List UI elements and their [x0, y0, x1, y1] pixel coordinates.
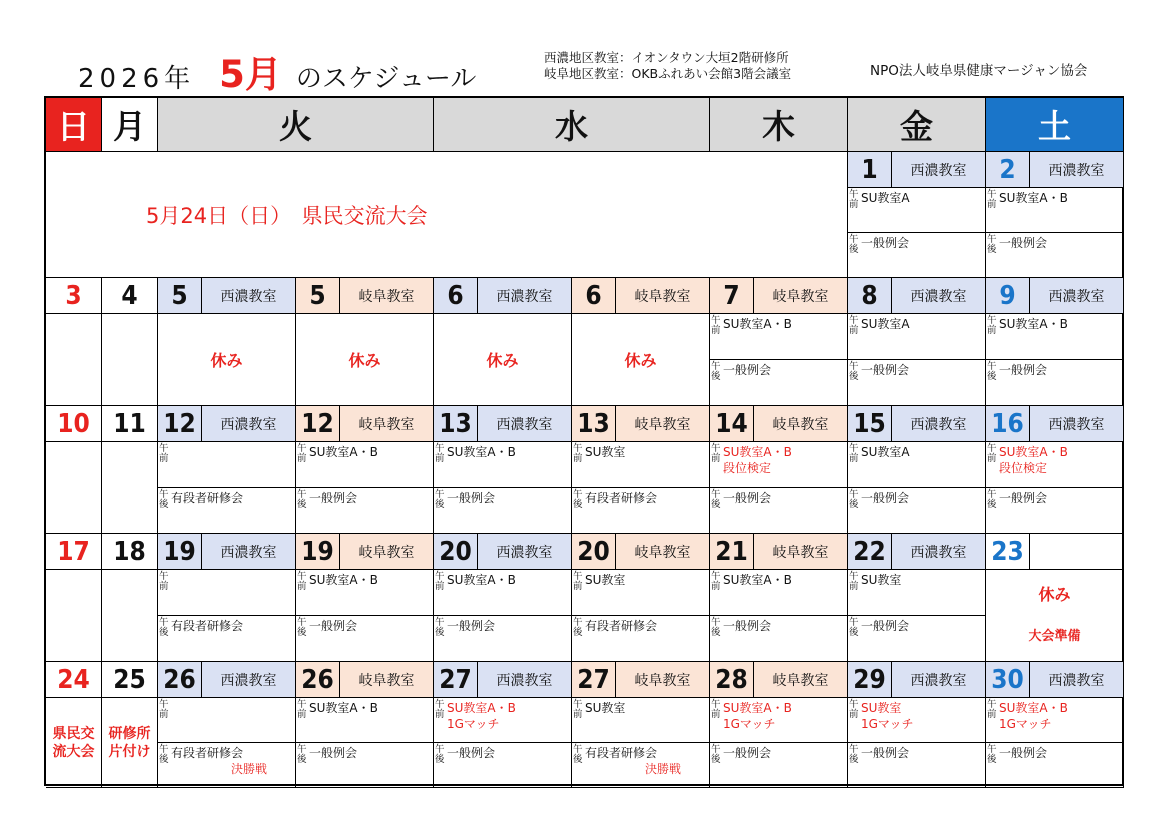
am-slot [434, 570, 572, 616]
weekday-wed: 水 [434, 98, 710, 152]
venue-label: 岐阜教室 [616, 534, 710, 570]
slot-label: 午 後 [297, 489, 307, 510]
slot-text: SU教室A・B [309, 445, 378, 459]
am-slot [848, 570, 986, 616]
slot-label: 午 前 [435, 443, 445, 464]
slot-text: 一般例会 [723, 363, 772, 377]
slot-label: 午 後 [435, 489, 445, 510]
pm-slot [296, 488, 434, 534]
venue-label: 岐阜教室 [754, 406, 848, 442]
date-number: 20 [434, 534, 478, 570]
slot-label: 午 前 [849, 699, 859, 720]
pm-slot [572, 488, 710, 534]
date-number: 16 [986, 406, 1030, 442]
slot-text: 一般例会 [723, 491, 772, 505]
am-slot [848, 442, 986, 488]
venue-label: 西濃教室 [478, 406, 572, 442]
date-number: 13 [434, 406, 478, 442]
holiday-label: 休み [486, 351, 519, 370]
slot-label: 午 前 [159, 443, 169, 464]
slot-text: SU教室 [585, 573, 626, 587]
slot-text: 一般例会 [999, 746, 1048, 760]
pm-slot [848, 488, 986, 534]
date-number-sun: 24 [46, 662, 102, 698]
venue-label: 西濃教室 [892, 152, 986, 188]
venue-label: 岐阜教室 [754, 662, 848, 698]
slot-label: 午 前 [711, 443, 721, 464]
slot-text: 一般例会 [999, 491, 1048, 505]
monday-body: 研修所片付け [102, 698, 158, 788]
date-number: 29 [848, 662, 892, 698]
pm-slot [572, 616, 710, 662]
slot-text: SU教室A・B [447, 573, 516, 587]
date-number: 27 [434, 662, 478, 698]
venue-label: 西濃教室 [892, 278, 986, 314]
date-number: 12 [296, 406, 340, 442]
title-month: 5月 [219, 53, 282, 96]
pm-slot [986, 233, 1124, 278]
slot-text: SU教室A [861, 445, 910, 459]
slot-text: 一般例会 [723, 619, 772, 633]
am-slot [986, 188, 1124, 233]
slot-text: 一般例会 [861, 491, 910, 505]
slot-label: 午 前 [573, 699, 583, 720]
pm-slot [572, 743, 710, 788]
slot-text: SU教室A・B 1Gマッチ [723, 701, 792, 731]
pm-slot [296, 743, 434, 788]
venue-label: 西濃教室 [892, 534, 986, 570]
pm-slot [158, 616, 296, 662]
calendar-grid [44, 96, 1124, 786]
venue-label: 西濃教室 [892, 406, 986, 442]
slot-label: 午 後 [435, 617, 445, 638]
slot-text: 一般例会 [999, 236, 1048, 250]
date-number: 21 [710, 534, 754, 570]
sunday-body [46, 442, 102, 534]
pm-slot [158, 743, 296, 788]
pm-slot [434, 488, 572, 534]
slot-text: 有段者研修会 [585, 619, 658, 633]
slot-label: 午 前 [987, 315, 997, 336]
slot-label: 午 前 [849, 189, 859, 210]
am-slot [296, 698, 434, 743]
organization-name: NPO法人岐阜県健康マージャン協会 [870, 63, 1088, 79]
slot-label: 午 前 [159, 699, 169, 720]
monday-body [102, 442, 158, 534]
title-suffix: のスケジュール [295, 64, 477, 94]
slot-label: 午 後 [987, 744, 997, 765]
pm-slot [296, 616, 434, 662]
slot-text: SU教室 [861, 573, 902, 587]
date-number: 13 [572, 406, 616, 442]
slot-label: 午 後 [849, 744, 859, 765]
pm-slot [848, 616, 986, 662]
weekday-sat: 土 [986, 98, 1124, 152]
am-slot [572, 570, 710, 616]
venue-label: 西濃教室 [478, 662, 572, 698]
slot-text: 有段者研修会 [171, 619, 244, 633]
am-slot [296, 442, 434, 488]
slot-label: 午 前 [297, 699, 307, 720]
slot-label: 午 後 [297, 744, 307, 765]
slot-text: SU教室A・B 1Gマッチ [447, 701, 516, 731]
weekday-sun: 日 [46, 98, 102, 152]
date-number-mon: 18 [102, 534, 158, 570]
slot-label: 午 前 [297, 571, 307, 592]
pm-slot [848, 743, 986, 788]
slot-label: 午 後 [573, 617, 583, 638]
slot-label: 午 前 [711, 315, 721, 336]
am-slot [158, 442, 296, 488]
date-number: 27 [572, 662, 616, 698]
date-number: 19 [296, 534, 340, 570]
date-number: 15 [848, 406, 892, 442]
date-number: 23 [986, 534, 1030, 570]
slot-text: SU教室A・B 段位検定 [999, 445, 1068, 475]
venue-label: 岐阜教室 [340, 534, 434, 570]
slot-text: SU教室A・B [723, 573, 792, 587]
venue-label: 西濃教室 [478, 534, 572, 570]
venue-label: 西濃教室 [478, 278, 572, 314]
date-number-sun: 10 [46, 406, 102, 442]
am-slot [986, 314, 1124, 360]
date-number: 5 [158, 278, 202, 314]
pm-slot [986, 743, 1124, 788]
date-number: 6 [434, 278, 478, 314]
slot-text: SU教室A・B [447, 445, 516, 459]
slot-text: SU教室 [585, 701, 626, 715]
pm-slot [710, 616, 848, 662]
venue-label: 岐阜教室 [340, 278, 434, 314]
holiday-block [434, 314, 572, 406]
event-notice: 5月24日（日） 県民交流大会 [46, 152, 848, 278]
slot-text: 一般例会 [447, 746, 496, 760]
venue-label: 岐阜教室 [754, 278, 848, 314]
slot-label: 午 後 [987, 234, 997, 255]
slot-text: SU教室A・B [999, 317, 1068, 331]
am-slot [848, 698, 986, 743]
date-number: 19 [158, 534, 202, 570]
slot-text: 一般例会 [723, 746, 772, 760]
slot-label: 午 後 [159, 617, 169, 638]
slot-label: 午 後 [573, 489, 583, 510]
slot-label: 午 後 [711, 744, 721, 765]
date-number: 26 [296, 662, 340, 698]
slot-text: SU教室A・B [999, 191, 1068, 205]
venue-label: 西濃教室 [1030, 406, 1124, 442]
am-slot [434, 442, 572, 488]
pm-slot [434, 616, 572, 662]
holiday-block [986, 570, 1124, 662]
date-number: 9 [986, 278, 1030, 314]
date-number: 22 [848, 534, 892, 570]
monday-body [102, 314, 158, 406]
venue-label: 岐阜教室 [340, 662, 434, 698]
pm-slot [986, 360, 1124, 406]
slot-label: 午 後 [159, 489, 169, 510]
am-slot [986, 442, 1124, 488]
date-number: 20 [572, 534, 616, 570]
am-slot [572, 698, 710, 743]
slot-label: 午 後 [849, 617, 859, 638]
pm-slot [710, 360, 848, 406]
slot-text: SU教室A・B 1Gマッチ [999, 701, 1068, 731]
am-slot [848, 188, 986, 233]
slot-label: 午 後 [987, 361, 997, 382]
slot-text: 一般例会 [309, 619, 358, 633]
date-number: 14 [710, 406, 754, 442]
slot-text: SU教室 1Gマッチ [861, 701, 914, 731]
monday-body [102, 570, 158, 662]
taikai-prep-label: 大会準備 [1028, 629, 1081, 644]
slot-label: 午 前 [573, 571, 583, 592]
venue-label: 岐阜教室 [616, 278, 710, 314]
slot-text: 有段者研修会 [171, 491, 244, 505]
holiday-label: 休み [624, 351, 657, 370]
date-number: 2 [986, 152, 1030, 188]
venue-label: 岐阜教室 [754, 534, 848, 570]
date-number: 8 [848, 278, 892, 314]
slot-label: 午 後 [849, 489, 859, 510]
pm-slot [848, 233, 986, 278]
venue-label: 西濃教室 [202, 534, 296, 570]
holiday-block [296, 314, 434, 406]
weekday-mon: 月 [102, 98, 158, 152]
holiday-block [572, 314, 710, 406]
venue-label: 西濃教室 [1030, 152, 1124, 188]
pm-slot [848, 360, 986, 406]
venue-label: 西濃教室 [892, 662, 986, 698]
slot-text: 有段者研修会 [585, 491, 658, 505]
date-number-sun: 17 [46, 534, 102, 570]
slot-text: SU教室 [585, 445, 626, 459]
slot-label: 午 後 [849, 234, 859, 255]
slot-text: 一般例会 [999, 363, 1048, 377]
slot-text: 一般例会 [447, 619, 496, 633]
holiday-label: 休み [210, 351, 243, 370]
venue-label: 西濃教室 [1030, 662, 1124, 698]
venue-label: 岐阜教室 [340, 406, 434, 442]
venue-empty [1030, 534, 1124, 570]
slot-label: 午 後 [573, 744, 583, 765]
am-slot [710, 314, 848, 360]
pm-slot [434, 743, 572, 788]
pm-slot [710, 488, 848, 534]
slot-label: 午 前 [849, 571, 859, 592]
date-number: 1 [848, 152, 892, 188]
slot-text: 一般例会 [447, 491, 496, 505]
venue-label: 岐阜教室 [616, 662, 710, 698]
slot-text: 一般例会 [861, 619, 910, 633]
slot-label: 午 前 [573, 443, 583, 464]
venue-label: 岐阜教室 [616, 406, 710, 442]
slot-text: 一般例会 [309, 746, 358, 760]
holiday-label: 休み [1038, 585, 1071, 604]
am-slot [434, 698, 572, 743]
date-number: 26 [158, 662, 202, 698]
slot-text: SU教室A [861, 191, 910, 205]
slot-label: 午 前 [987, 443, 997, 464]
slot-text: SU教室A [861, 317, 910, 331]
date-number-mon: 4 [102, 278, 158, 314]
date-number: 28 [710, 662, 754, 698]
date-number-mon: 11 [102, 406, 158, 442]
slot-label: 午 前 [849, 443, 859, 464]
slot-label: 午 前 [711, 699, 721, 720]
sunday-body: 県民交流大会 [46, 698, 102, 788]
slot-label: 午 前 [987, 189, 997, 210]
venue-gifu: 岐阜地区教室：OKBふれあい会館3階会議室 [544, 66, 792, 81]
am-slot [710, 698, 848, 743]
holiday-block [158, 314, 296, 406]
slot-label: 午 後 [159, 744, 169, 765]
venue-info [544, 50, 791, 82]
slot-text: 一般例会 [309, 491, 358, 505]
venue-label: 西濃教室 [1030, 278, 1124, 314]
date-number: 6 [572, 278, 616, 314]
slot-text: 一般例会 [861, 236, 910, 250]
slot-text: 有段者研修会 決勝戦 [171, 746, 268, 776]
slot-text: SU教室A・B [723, 317, 792, 331]
venue-label: 西濃教室 [202, 278, 296, 314]
slot-text: 一般例会 [861, 363, 910, 377]
am-slot [572, 442, 710, 488]
slot-label: 午 前 [297, 443, 307, 464]
sunday-body [46, 570, 102, 662]
am-slot [986, 698, 1124, 743]
slot-text: SU教室A・B [309, 573, 378, 587]
title-year: 2026年 [78, 64, 196, 94]
venue-label: 西濃教室 [202, 406, 296, 442]
am-slot [710, 570, 848, 616]
slot-label: 午 前 [159, 571, 169, 592]
slot-text: SU教室A・B [309, 701, 378, 715]
date-number-sun: 3 [46, 278, 102, 314]
venue-west: 西濃地区教室：イオンタウン大垣2階研修所 [544, 50, 789, 65]
slot-label: 午 後 [297, 617, 307, 638]
slot-label: 午 前 [435, 571, 445, 592]
date-number: 5 [296, 278, 340, 314]
slot-label: 午 後 [435, 744, 445, 765]
pm-slot [986, 488, 1124, 534]
page-title [78, 44, 476, 94]
date-number: 30 [986, 662, 1030, 698]
am-slot [296, 570, 434, 616]
slot-label: 午 後 [711, 489, 721, 510]
sunday-body [46, 314, 102, 406]
slot-label: 午 前 [987, 699, 997, 720]
am-slot [158, 570, 296, 616]
am-slot [158, 698, 296, 743]
pm-slot [710, 743, 848, 788]
holiday-label: 休み [348, 351, 381, 370]
slot-label: 午 後 [711, 617, 721, 638]
date-number: 12 [158, 406, 202, 442]
venue-label: 西濃教室 [202, 662, 296, 698]
weekday-thu: 木 [710, 98, 848, 152]
slot-text: 有段者研修会 決勝戦 [585, 746, 682, 776]
am-slot [848, 314, 986, 360]
slot-label: 午 後 [987, 489, 997, 510]
slot-label: 午 前 [711, 571, 721, 592]
slot-label: 午 前 [435, 699, 445, 720]
slot-label: 午 前 [849, 315, 859, 336]
weekday-fri: 金 [848, 98, 986, 152]
pm-slot [158, 488, 296, 534]
slot-label: 午 後 [849, 361, 859, 382]
am-slot [710, 442, 848, 488]
slot-label: 午 後 [711, 361, 721, 382]
date-number-mon: 25 [102, 662, 158, 698]
weekday-tue: 火 [158, 98, 434, 152]
slot-text: SU教室A・B 段位検定 [723, 445, 792, 475]
date-number: 7 [710, 278, 754, 314]
slot-text: 一般例会 [861, 746, 910, 760]
